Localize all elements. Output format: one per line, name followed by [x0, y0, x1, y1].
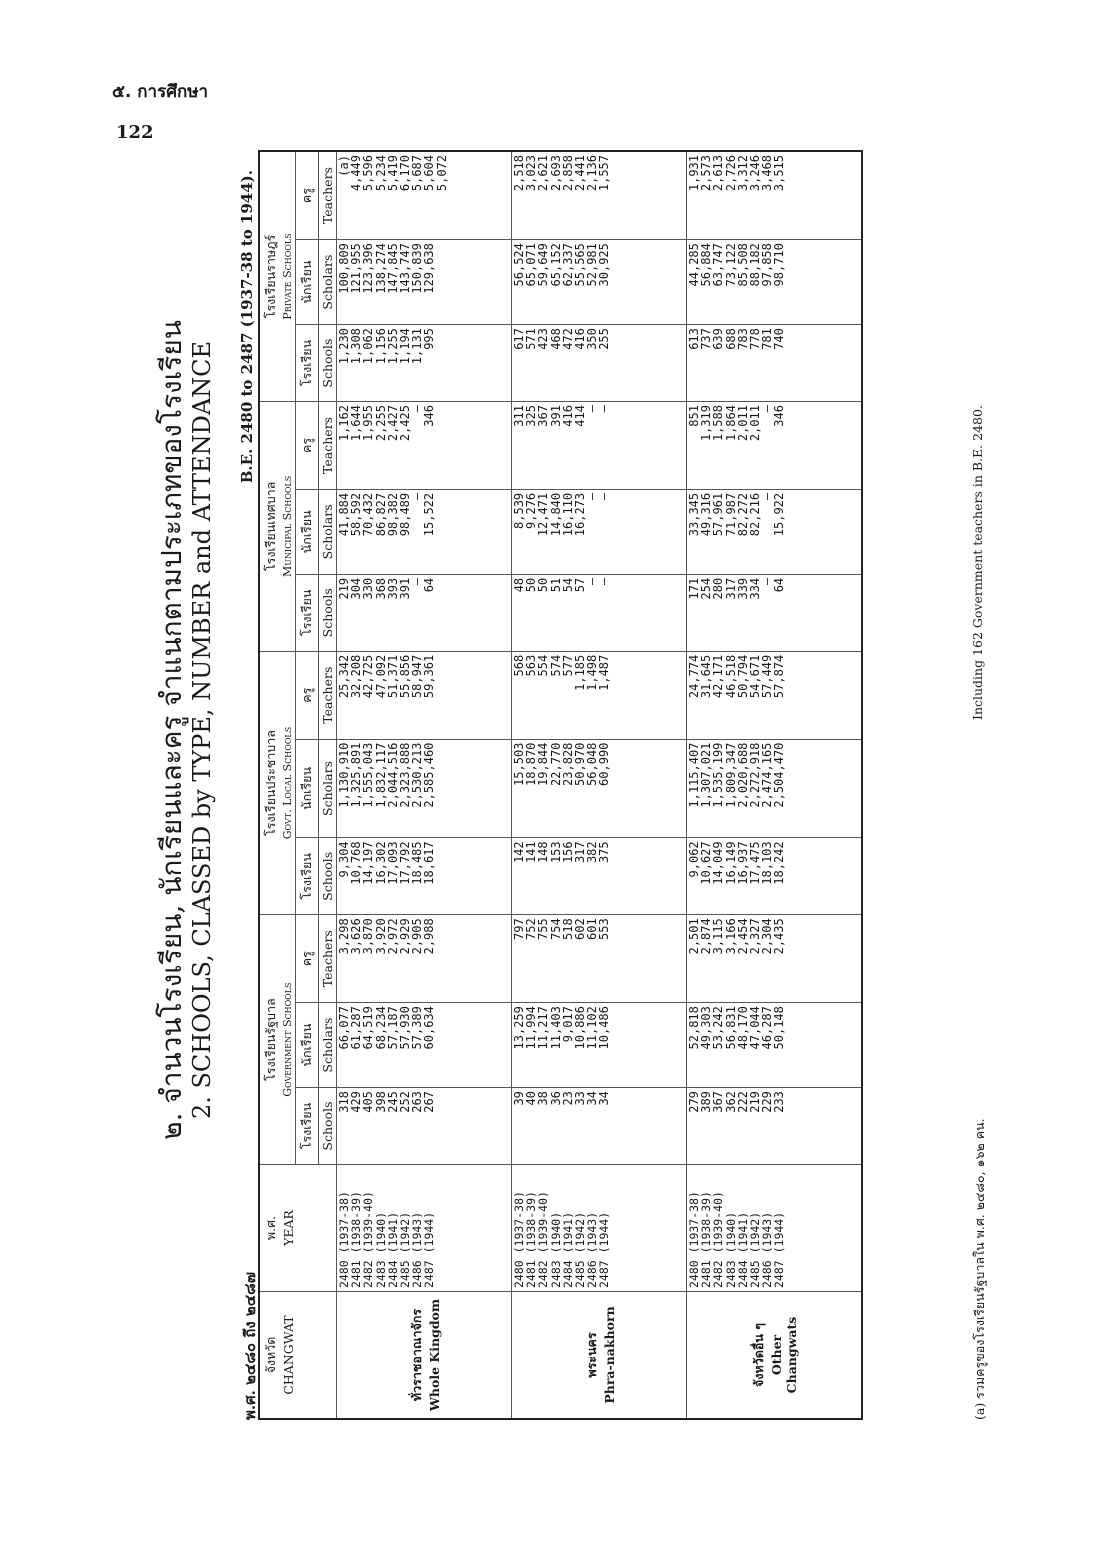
changwat-header-th: จังหวัด [263, 1336, 278, 1374]
group-row-other-changwats [687, 151, 862, 1419]
gov-schools-cell: 279 389 367 362 222 219 229 233 [687, 1088, 862, 1165]
priv-schools-cell: 617 571 423 468 472 416 350 255 [512, 325, 687, 402]
col-schools-en: Schools [319, 838, 337, 915]
local-schools-cell: 9,062 10,627 14,049 16,149 16,937 17,475 18,103 18,242 [687, 838, 862, 915]
gov-schools-cell: 39 40 38 36 23 33 34 34 [512, 1088, 687, 1165]
muni-schools-cell: 171 254 280 317 339 334 — 64 [687, 574, 862, 651]
years-cell: 2480 (1937-38) 2481 (1938-39) 2482 (1939-40) 2483 (1940) 2484 (1941) 2485 (1942) 2486 (1943) 2487 (1944) [687, 1165, 862, 1292]
muni-header-en: Municipal Schools [281, 475, 294, 577]
priv-header-th: โรงเรียนราษฎร์ [263, 234, 278, 319]
gov-schools-cell: 318 429 405 398 245 252 263 267 [337, 1088, 512, 1165]
years-cell: 2480 (1937-38) 2481 (1938-39) 2482 (1939-40) 2483 (1940) 2484 (1941) 2485 (1942) 2486 (1943) 2487 (1944) [337, 1165, 512, 1292]
changwat-name-en: Whole Kingdom [426, 1298, 442, 1412]
local-schools-cell: 9,304 10,768 14,197 16,302 17,093 17,792 18,485 18,617 [337, 838, 512, 915]
changwat-header [259, 1292, 337, 1420]
col-scholars-en: Scholars [319, 1003, 337, 1088]
priv-teachers-cell: 1,931 2,573 2,613 2,726 3,312 3,246 3,468 3,515 [687, 151, 862, 240]
changwat-name-en: Other Changwats [768, 1316, 799, 1394]
col-teachers-en: Teachers [319, 151, 337, 240]
col-scholars-th: นักเรียน [296, 1003, 319, 1088]
changwat-name-th: พระนคร [583, 1332, 599, 1378]
local-teachers-cell: 568 563 554 574 577 1,185 1,498 1,487 [512, 651, 687, 739]
subtitle-english: B.E. 2480 to 2487 (1937-38 to 1944). [238, 170, 256, 484]
muni-teachers-cell: 851 1,319 1,588 1,864 2,011 2,011 — 346 [687, 402, 862, 490]
schools-table [258, 150, 863, 1420]
muni-schools-cell: 219 304 330 368 393 391 — 64 [337, 574, 512, 651]
col-schools-th: โรงเรียน [296, 1088, 319, 1165]
gov-teachers-cell: 3,298 3,626 3,870 3,920 2,972 2,929 2,905 2,988 [337, 915, 512, 1003]
muni-header [259, 402, 296, 652]
years-cell: 2480 (1937-38) 2481 (1938-39) 2482 (1939-40) 2483 (1940) 2484 (1941) 2485 (1942) 2486 (1943) 2487 (1944) [512, 1165, 687, 1292]
gov-teachers-cell: 2,501 2,874 3,115 3,166 2,454 2,327 2,304 2,435 [687, 915, 862, 1003]
col-schools-en: Schools [319, 1088, 337, 1165]
local-header-en: Govt. Local Schools [281, 726, 294, 840]
page-number: 122 [116, 122, 154, 143]
priv-scholars-cell: 56,524 65,071 59,649 65,152 62,337 55,565 52,981 30,925 [512, 240, 687, 325]
priv-teachers-cell: (a) 4,449 5,596 5,234 5,419 6,170 5,687 5,604 5,072 [337, 151, 512, 240]
gov-teachers-cell: 797 752 755 754 518 602 601 553 [512, 915, 687, 1003]
muni-header-th: โรงเรียนเทศบาล [263, 481, 278, 572]
col-teachers-th: ครู [296, 151, 319, 240]
col-schools-th: โรงเรียน [296, 574, 319, 651]
local-header [259, 651, 296, 915]
changwat-cell [512, 1292, 687, 1420]
year-header [259, 1165, 337, 1292]
group-row-whole-kingdom [337, 151, 512, 1419]
subtitle-thai: พ.ศ. ๒๔๘๐ ถึง ๒๔๘๗ [241, 1272, 259, 1420]
muni-teachers-cell: 1,162 1,644 1,955 2,255 2,427 2,425 — 346 [337, 402, 512, 490]
col-teachers-th: ครู [296, 915, 319, 1003]
muni-scholars-cell: 41,884 58,592 70,432 86,827 98,382 98,489 — 15,522 [337, 489, 512, 574]
gov-scholars-cell: 66,077 61,287 64,519 68,234 57,187 57,930 57,389 60,634 [337, 1003, 512, 1088]
col-teachers-th: ครู [296, 402, 319, 490]
group-row-phra-nakhorn [512, 151, 687, 1419]
priv-teachers-cell: 2,518 3,023 2,621 2,693 2,858 2,441 2,136 1,557 [512, 151, 687, 240]
footnote-english: Including 162 Government teachers in B.E. 2480. [970, 405, 985, 720]
footnote-thai: (a) รวมครูของโรงเรียนรัฐบาลใน พ.ศ. ๒๔๘๐, ๑๖๒ คน. [972, 1118, 987, 1420]
col-teachers-en: Teachers [319, 651, 337, 739]
col-scholars-en: Scholars [319, 739, 337, 838]
priv-schools-cell: 1,230 1,308 1,062 1,156 1,255 1,194 1,131 995 [337, 325, 512, 402]
changwat-header-en: CHANGWAT [281, 1315, 296, 1395]
muni-scholars-cell: 8,539 9,276 12,471 14,840 16,110 16,273 — — [512, 489, 687, 574]
year-header-th: พ.ศ. [263, 1215, 278, 1241]
local-scholars-cell: 1,115,407 1,307,021 1,535,199 1,809,347 2,020,688 2,272,918 2,474,165 2,504,470 [687, 739, 862, 838]
col-scholars-th: นักเรียน [296, 739, 319, 838]
col-schools-th: โรงเรียน [296, 325, 319, 402]
changwat-name-th: จังหวัดอื่น ๆ [750, 1323, 766, 1387]
priv-scholars-cell: 44,285 56,884 63,747 73,122 85,508 88,182 97,858 98,710 [687, 240, 862, 325]
priv-schools-cell: 613 737 639 688 783 778 781 740 [687, 325, 862, 402]
changwat-name-en: Phra-nakhorn [601, 1306, 617, 1404]
changwat-cell [337, 1292, 512, 1420]
col-teachers-th: ครู [296, 651, 319, 739]
local-teachers-cell: 25,342 32,208 42,725 47,092 51,371 55,856 58,947 59,361 [337, 651, 512, 739]
priv-scholars-cell: 100,809 121,955 123,396 138,274 147,845 143,747 150,839 129,638 [337, 240, 512, 325]
col-schools-th: โรงเรียน [296, 838, 319, 915]
local-teachers-cell: 24,774 31,645 42,171 46,518 50,794 54,671 57,449 57,874 [687, 651, 862, 739]
gov-header [259, 915, 296, 1165]
gov-header-th: โรงเรียนรัฐบาล [263, 998, 278, 1081]
local-scholars-cell: 15,503 18,870 19,844 22,770 23,828 50,970 56,048 60,990 [512, 739, 687, 838]
col-schools-en: Schools [319, 325, 337, 402]
muni-teachers-cell: 311 325 367 391 416 414 — — [512, 402, 687, 490]
title-english: 2. SCHOOLS, CLASSED by TYPE, NUMBER and ATTENDANCE [188, 340, 216, 1120]
gov-scholars-cell: 52,818 49,303 53,242 56,831 48,170 47,044 46,287 50,148 [687, 1003, 862, 1088]
col-scholars-en: Scholars [319, 489, 337, 574]
local-header-th: โรงเรียนประชาบาล [263, 730, 278, 836]
local-schools-cell: 142 141 148 153 156 317 382 375 [512, 838, 687, 915]
gov-scholars-cell: 13,259 11,994 11,217 11,403 9,017 10,886 11,102 10,486 [512, 1003, 687, 1088]
col-schools-en: Schools [319, 574, 337, 651]
changwat-cell [687, 1292, 862, 1420]
changwat-name-th: ทั่วราชอาณาจักร [408, 1308, 424, 1402]
col-teachers-en: Teachers [319, 402, 337, 490]
priv-header-en: Private Schools [281, 233, 294, 320]
priv-header [259, 151, 296, 402]
col-teachers-en: Teachers [319, 915, 337, 1003]
title-thai: ๒. จำนวนโรงเรียน, นักเรียนและครู จำแนกตามประเภทของโรงเรียน [155, 320, 188, 1140]
year-header-en: YEAR [281, 1210, 296, 1246]
col-scholars-th: นักเรียน [296, 240, 319, 325]
local-scholars-cell: 1,130,910 1,325,891 1,555,043 1,832,117 2,044,516 2,323,888 2,530,213 2,585,460 [337, 739, 512, 838]
rotated-table-page [150, 155, 1090, 1440]
col-scholars-en: Scholars [319, 240, 337, 325]
muni-schools-cell: 48 50 50 51 54 57 — — [512, 574, 687, 651]
header-row-1 [259, 151, 296, 1419]
col-scholars-th: นักเรียน [296, 489, 319, 574]
muni-scholars-cell: 33,345 49,316 57,961 71,987 82,272 82,216 — 15,922 [687, 489, 862, 574]
gov-header-en: Government Schools [281, 982, 294, 1097]
section-header: ๕. การศึกษา [112, 82, 209, 102]
